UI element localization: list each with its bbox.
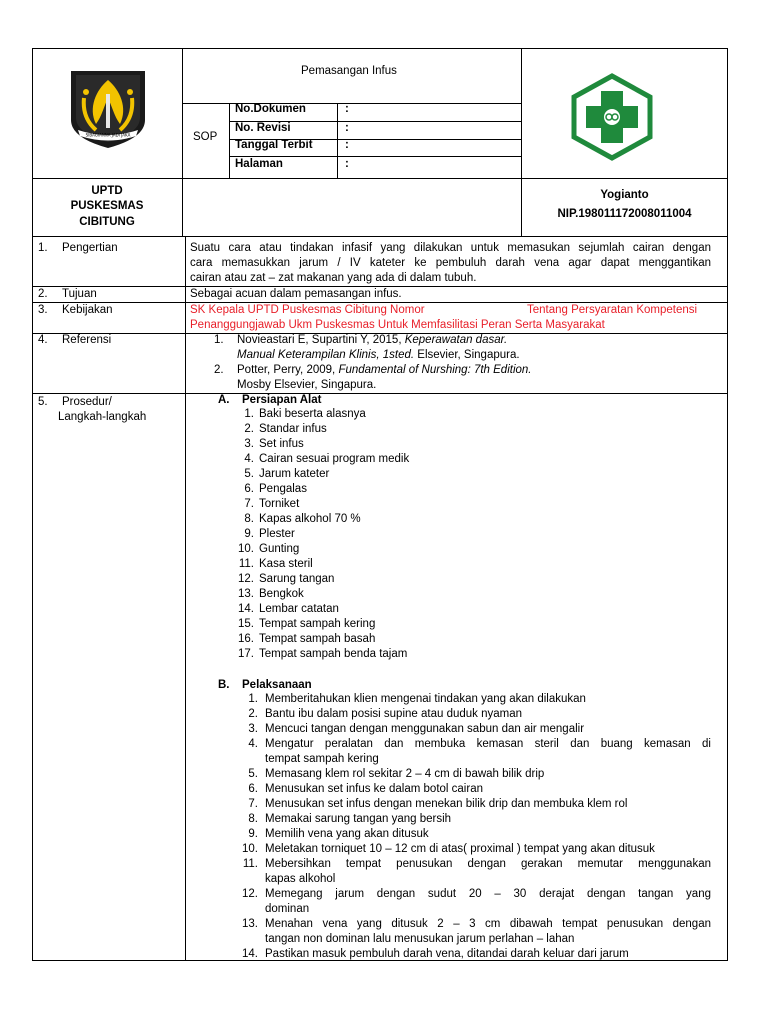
step-number: 14. — [242, 948, 258, 960]
step-number: 9. — [248, 828, 258, 840]
reference-item — [237, 333, 507, 348]
list-item-number: 3. — [244, 438, 254, 450]
list-item-number: 8. — [244, 513, 254, 525]
list-item-number: 10. — [238, 543, 254, 555]
list-item: Kasa steril — [259, 558, 313, 570]
list-item: Standar infus — [259, 423, 327, 435]
subsection-letter: B. — [218, 679, 230, 691]
section-label-prosedur: Langkah-langkah — [58, 411, 147, 423]
list-item: Torniket — [259, 498, 300, 510]
list-item-number: 6. — [244, 483, 254, 495]
reference-author: Novieastari E, Supartini Y, 2015, — [237, 334, 405, 346]
list-item-number: 12. — [238, 573, 254, 585]
list-item-number: 1. — [244, 408, 254, 420]
field-separator: : — [345, 139, 349, 151]
kebijakan-text: Tentang Persyaratan Kompetensi — [527, 304, 698, 316]
divider — [337, 103, 338, 178]
step-number: 2. — [248, 708, 258, 720]
step-text-cont: dominan — [265, 903, 310, 915]
list-item: Bengkok — [259, 588, 304, 600]
step-number: 3. — [248, 723, 258, 735]
reference-publisher: Elsevier, Singapura. — [414, 349, 520, 361]
divider — [185, 236, 186, 961]
section-label-pengertian: Pengertian — [62, 242, 118, 254]
list-item: Sarung tangan — [259, 573, 335, 585]
step-number: 13. — [242, 918, 258, 930]
list-item: Set infus — [259, 438, 304, 450]
list-item-number: 16. — [238, 633, 254, 645]
step-text: Memasang klem rol sekitar 2 – 4 cm di bawah bilik drip — [265, 768, 545, 780]
step-text: Pastikan masuk pembuluh darah vena, ditandai darah keluar dari jarum — [265, 948, 629, 960]
subsection-letter: A. — [218, 394, 230, 406]
field-separator: : — [345, 158, 349, 170]
step-number: 5. — [248, 768, 258, 780]
list-item: Pengalas — [259, 483, 307, 495]
list-item-number: 14. — [238, 603, 254, 615]
reference-publisher: Mosby Elsevier, Singapura. — [237, 379, 377, 391]
reference-title: Manual Keterampilan Klinis, 1sted. — [237, 349, 415, 361]
section-label-prosedur: Prosedur/ — [62, 396, 112, 408]
reference-item-cont — [237, 348, 520, 363]
section-label-kebijakan: Kebijakan — [62, 304, 113, 316]
reference-title: Fundamental of Nurshing: 7th Edition. — [338, 364, 532, 376]
list-item-number: 9. — [244, 528, 254, 540]
step-text-cont: tangan non dominan lalu menusukan jarum perlahan – lahan — [265, 933, 575, 945]
regency-emblem-logo — [66, 68, 150, 150]
list-item: Lembar catatan — [259, 603, 339, 615]
org-line: UPTD — [91, 185, 123, 197]
subsection-title-pelaksanaan: Pelaksanaan — [242, 679, 312, 691]
step-text: Menusukan set infus dengan menekan bilik drip dan membuka klem rol — [265, 798, 628, 810]
puskesmas-logo — [568, 73, 656, 161]
step-text-cont: tempat sampah kering — [265, 753, 379, 765]
list-item-number: 2. — [244, 423, 254, 435]
step-number: 7. — [248, 798, 258, 810]
list-item-number: 7. — [244, 498, 254, 510]
section-number: 5. — [38, 396, 48, 408]
section-number: 4. — [38, 334, 48, 346]
divider — [32, 393, 728, 394]
step-text: Menahan vena yang ditusuk 2 – 3 cm dibawah tempat penusukan dengan — [265, 918, 711, 930]
section-number: 3. — [38, 304, 48, 316]
step-number: 12. — [242, 888, 258, 900]
reference-author: Potter, Perry, 2009, — [237, 364, 339, 376]
list-item: Gunting — [259, 543, 300, 555]
section-label-referensi: Referensi — [62, 334, 112, 346]
field-label-halaman: Halaman — [235, 158, 283, 170]
pengertian-line: Suatu cara atau tindakan infasif yang dilakukan untuk memasukan sejumlah cairan dengan — [190, 242, 711, 254]
org-line: PUSKESMAS — [70, 200, 144, 212]
reference-number: 2. — [214, 364, 224, 376]
list-item-number: 17. — [238, 648, 254, 660]
step-text: Mebersihkan tempat penusukan dengan gerakan memutar menggunakan — [265, 858, 711, 870]
divider — [229, 103, 230, 178]
step-number: 11. — [242, 858, 258, 870]
kebijakan-text: Penanggungjawab Ukm Puskesmas Untuk Memfasilitasi Peran Serta Masyarakat — [190, 319, 605, 331]
section-number: 1. — [38, 242, 48, 254]
list-item-number: 15. — [238, 618, 254, 630]
step-number: 8. — [248, 813, 258, 825]
pengertian-line: cairan atau zat – zat makanan yang ada di dalam tubuh. — [190, 272, 477, 284]
signer-nip: NIP.198011172008011004 — [557, 208, 692, 220]
step-text: Memakai sarung tangan yang bersih — [265, 813, 452, 825]
step-text: Mengatur peralatan dan membuka kemasan steril dan buang kemasan di — [265, 738, 711, 750]
logo-banner-text: SIBAGIANNA JADI JAKA — [85, 132, 131, 138]
divider — [32, 178, 728, 179]
divider — [182, 48, 183, 236]
tujuan-text: Sebagai acuan dalam pemasangan infus. — [190, 288, 402, 300]
section-label-tujuan: Tujuan — [62, 288, 97, 300]
reference-title: Keperawatan dasar. — [404, 334, 508, 346]
field-separator: : — [345, 122, 349, 134]
list-item: Tempat sampah benda tajam — [259, 648, 408, 660]
section-number: 2. — [38, 288, 48, 300]
pengertian-line: cara memasukkan jarum / IV kateter ke pembuluh darah vena agar dapat menggantikan — [190, 257, 711, 269]
step-number: 1. — [248, 693, 258, 705]
list-item: Plester — [259, 528, 295, 540]
org-line: CIBITUNG — [79, 216, 135, 228]
signer-name: Yogianto — [600, 189, 649, 201]
list-item: Cairan sesuai program medik — [259, 453, 410, 465]
list-item: Baki beserta alasnya — [259, 408, 366, 420]
field-separator: : — [345, 103, 349, 115]
list-item-number: 5. — [244, 468, 254, 480]
step-text: Memegang jarum dengan sudut 20 – 30 derajat dengan tangan yang — [265, 888, 711, 900]
step-number: 4. — [248, 738, 258, 750]
reference-number: 1. — [214, 334, 224, 346]
list-item-number: 13. — [238, 588, 254, 600]
list-item-number: 11. — [238, 558, 254, 570]
list-item: Kapas alkohol 70 % — [259, 513, 361, 525]
field-label-no-dokumen: No.Dokumen — [235, 103, 306, 115]
step-text: Mencuci tangan dengan menggunakan sabun dan air mengalir — [265, 723, 585, 735]
subsection-title-persiapan-alat: Persiapan Alat — [242, 394, 322, 406]
list-item: Tempat sampah basah — [259, 633, 376, 645]
step-text: Memilih vena yang akan ditusuk — [265, 828, 429, 840]
reference-item — [237, 363, 532, 378]
step-text: Bantu ibu dalam posisi supine atau duduk nyaman — [265, 708, 523, 720]
sop-label: SOP — [193, 131, 218, 143]
document-title: Pemasangan Infus — [301, 65, 397, 77]
list-item-number: 4. — [244, 453, 254, 465]
kebijakan-text: SK Kepala UPTD Puskesmas Cibitung Nomor — [190, 304, 425, 316]
step-text: Memberitahukan klien mengenai tindakan yang akan dilakukan — [265, 693, 586, 705]
divider — [32, 236, 728, 237]
step-text: Meletakan torniquet 10 – 12 cm di atas( proximal ) tempat yang akan ditusuk — [265, 843, 655, 855]
step-text-cont: kapas alkohol — [265, 873, 336, 885]
step-number: 6. — [248, 783, 258, 795]
field-label-no-revisi: No. Revisi — [235, 122, 291, 134]
divider — [182, 103, 521, 104]
list-item: Jarum kateter — [259, 468, 330, 480]
list-item: Tempat sampah kering — [259, 618, 376, 630]
step-text: Menusukan set infus ke dalam botol cairan — [265, 783, 483, 795]
field-label-tanggal-terbit: Tanggal Terbit — [235, 139, 313, 151]
step-number: 10. — [242, 843, 258, 855]
